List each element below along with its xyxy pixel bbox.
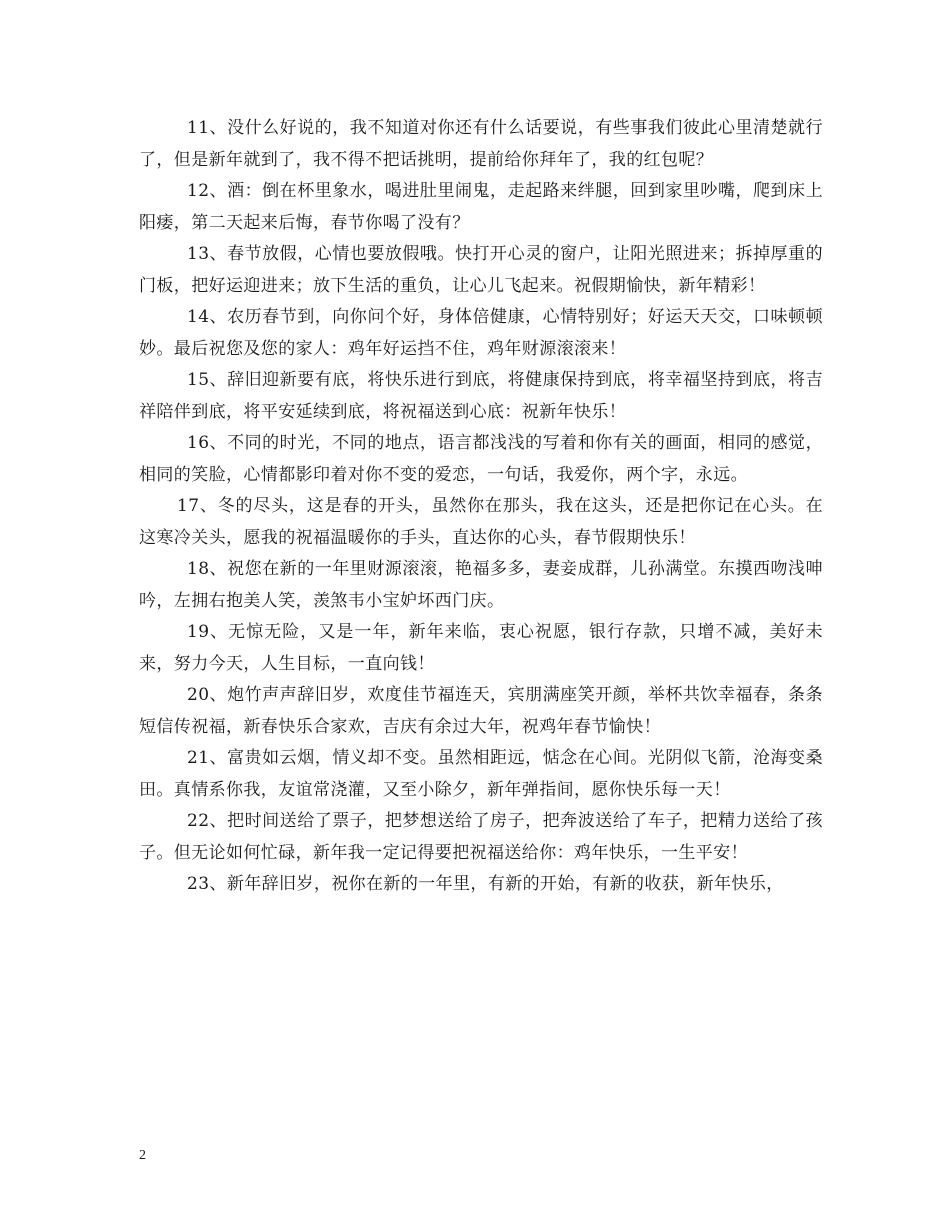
- paragraph-11: 11、没什么好说的，我不知道对你还有什么话要说，有些事我们彼此心里清楚就行了，但是新年就到了，我不得不把话挑明，提前给你拜年了，我的红包呢？: [139, 118, 823, 170]
- paragraph-16: 16、不同的时光，不同的地点，语言都浅浅的写着和你有关的画面，相同的感觉，相同的笑脸，心情都影印着对你不变的爱恋，一句话，我爱你，两个字，永远。: [139, 433, 823, 485]
- paragraph-23: 23、新年辞旧岁，祝你在新的一年里，有新的开始，有新的收获，新年快乐，: [187, 874, 784, 894]
- page-number: 2: [139, 1148, 146, 1163]
- paragraph-18: 18、祝您在新的一年里财源滚滚，艳福多多，妻妾成群，儿孙满堂。东摸西吻浅呻吟，左拥右抱美人笑，羡煞韦小宝妒坏西门庆。: [139, 559, 823, 611]
- paragraph-17: 17、冬的尽头，这是春的开头，虽然你在那头，我在这头，还是把你记在心头。在这寒冷关头，愿我的祝福温暖你的手头，直达你的心头，春节假期快乐！: [139, 496, 823, 548]
- paragraph-15: 15、辞旧迎新要有底，将快乐进行到底，将健康保持到底，将幸福坚持到底，将吉祥陪伴到底，将平安延续到底，将祝福送到心底：祝新年快乐！: [139, 370, 823, 422]
- document-body: [139, 113, 823, 901]
- paragraph-14: 14、农历春节到，向你问个好，身体倍健康，心情特别好；好运天天交，口味顿顿妙。最后祝您及您的家人：鸡年好运挡不住，鸡年财源滚滚来！: [139, 307, 823, 359]
- paragraph-13: 13、春节放假，心情也要放假哦。快打开心灵的窗户，让阳光照进来；拆掉厚重的门板，把好运迎进来；放下生活的重负，让心儿飞起来。祝假期愉快，新年精彩！: [139, 244, 823, 296]
- paragraph-21: 21、富贵如云烟，情义却不变。虽然相距远，惦念在心间。光阴似飞箭，沧海变桑田。真情系你我，友谊常浇灌，又至小除夕，新年弹指间，愿你快乐每一天！: [139, 748, 823, 800]
- paragraph-20: 20、炮竹声声辞旧岁，欢度佳节福连天，宾朋满座笑开颜，举杯共饮幸福春，条条短信传祝福，新春快乐合家欢，吉庆有余过大年，祝鸡年春节愉快！: [139, 685, 823, 737]
- paragraph-12: 12、酒：倒在杯里象水，喝进肚里闹鬼，走起路来绊腿，回到家里吵嘴，爬到床上阳痿，第二天起来后悔，春节你喝了没有？: [139, 181, 823, 233]
- paragraph-22: 22、把时间送给了票子，把梦想送给了房子，把奔波送给了车子，把精力送给了孩子。但无论如何忙碌，新年我一定记得要把祝福送给你：鸡年快乐，一生平安！: [139, 811, 823, 863]
- paragraph-19: 19、无惊无险，又是一年，新年来临，衷心祝愿，银行存款，只增不减，美好未来，努力今天，人生目标，一直向钱！: [139, 622, 823, 674]
